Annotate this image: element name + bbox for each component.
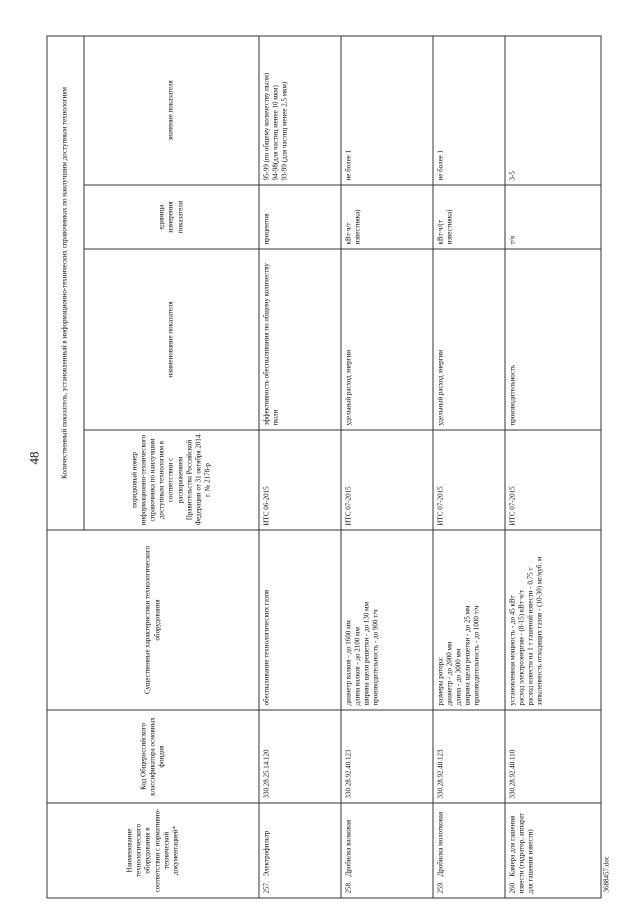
table-row xyxy=(259,36,341,898)
value-line: 3-5 xyxy=(508,171,517,181)
cell-indicator: эффективность обеспыливания по общему количеству пыли xyxy=(259,249,341,430)
cell-unit: процентов xyxy=(259,185,341,249)
page-number: 48 xyxy=(26,451,42,465)
cell-code: 330.28.92.40.123 xyxy=(341,710,433,803)
value-line: 93-99 (для частиц менее 2,5 мкм) xyxy=(280,81,289,181)
cell-indicator: удельный расход энергии xyxy=(341,249,433,430)
equipment-table xyxy=(47,36,602,899)
cell-value xyxy=(259,36,341,185)
cell-indicator: производительность xyxy=(505,249,601,430)
doc-id: 3688457.doc xyxy=(602,856,611,893)
cell-unit: т/ч xyxy=(505,185,601,249)
cell-name xyxy=(341,803,433,898)
characteristic-line: ширина щели решетки - до 130 мм xyxy=(362,601,371,706)
characteristic-line: диаметр - до 2000 мм xyxy=(445,641,454,706)
cell-ref: ИТС 06-2015 xyxy=(259,430,341,530)
header-unit: единица измерения показателя xyxy=(84,185,259,249)
header-value: значение показателя xyxy=(84,36,259,185)
equipment-name: Дробилка валковая xyxy=(344,819,353,877)
table-body xyxy=(259,36,601,898)
rotated-page xyxy=(1,0,640,905)
row-number: 257. xyxy=(262,881,271,894)
characteristic-line: расход электроэнергии - (8-15) кВт·ч/т xyxy=(517,590,526,706)
cell-ref: ИТС 07-2015 xyxy=(433,430,505,530)
characteristic-line: запыленность отходящих газов - (10-30) мг/куб. м xyxy=(535,556,544,706)
cell-ref: ИТС 07-2015 xyxy=(341,430,433,530)
equipment-name: Электрофильтр xyxy=(262,830,271,877)
cell-indicator: удельный расход энергии xyxy=(433,249,505,430)
cell-characteristics xyxy=(259,530,341,710)
cell-ref: ИТС 07-2015 xyxy=(505,430,601,530)
table-row xyxy=(433,36,505,898)
characteristic-line: диаметр валков - до 1600 мм xyxy=(344,620,353,706)
header-indicator-name: наименование показателя xyxy=(84,249,259,430)
characteristic-line: расход извести на 1 т гашеной извести - 0,75 т xyxy=(526,567,535,706)
cell-value xyxy=(505,36,601,185)
value-line: не более 1 xyxy=(436,149,445,181)
equipment-name: Камера для гашения извести (гидратор, аппарат для гашения извести) xyxy=(508,813,535,894)
characteristic-line: ширина щели решетки - до 25 мм xyxy=(463,605,472,706)
table-row xyxy=(341,36,433,898)
cell-unit: кВт·ч/(т известняка) xyxy=(433,185,505,249)
header-code: Код Общероссийского классификатора основных фондов xyxy=(47,710,259,803)
characteristic-line: обеспыливание технологических газов xyxy=(262,589,271,706)
value-line: 95-99 (по общему количеству пыли) xyxy=(262,72,271,181)
equipment-name: Дробилка молотковая xyxy=(436,811,445,877)
value-line: 94-98(для частиц менее 10 мкм) xyxy=(271,85,280,181)
characteristic-line: установленная мощность - до 45 кВт xyxy=(508,595,517,706)
characteristic-line: длина - до 3000 мм xyxy=(454,648,463,706)
table-row xyxy=(505,36,601,898)
value-line: не более 1 xyxy=(344,149,353,181)
cell-characteristics xyxy=(341,530,433,710)
characteristic-line: производительность - до 900 т/ч xyxy=(371,609,380,706)
cell-name xyxy=(505,803,601,898)
header-characteristics: Существенные характеристики технологического оборудования xyxy=(47,530,259,710)
cell-value xyxy=(341,36,433,185)
cell-name xyxy=(433,803,505,898)
cell-characteristics xyxy=(433,530,505,710)
cell-value xyxy=(433,36,505,185)
cell-code: 330.28.25.14.120 xyxy=(259,710,341,803)
header-name: Наименование технологического оборудования в соответствии с нормативно-технической документацией* xyxy=(47,803,259,898)
cell-name xyxy=(259,803,341,898)
row-number: 258. xyxy=(344,881,353,894)
row-number: 259. xyxy=(436,881,445,894)
row-number: 260. xyxy=(508,881,517,894)
header-ref-number: порядковый номер информационно-технического справочника по наилучшим доступным технологиям в соответствии с распоряжением Правительства Российской Федерации от 31 октября 2014 г. № 2178-р xyxy=(84,430,259,530)
cell-code: 330.28.92.40.123 xyxy=(433,710,505,803)
header-row-1 xyxy=(47,36,84,898)
cell-characteristics xyxy=(505,530,601,710)
cell-code: 330.28.92.40.110 xyxy=(505,710,601,803)
characteristic-line: длина валков - до 2100 мм xyxy=(353,627,362,706)
characteristic-line: производительность - до 1000 т/ч xyxy=(472,605,481,706)
characteristic-line: размеры ротора: xyxy=(436,656,445,706)
cell-unit: кВт·ч/т известняка) xyxy=(341,185,433,249)
header-quant-group: Количественный показатель, установленный в информационно-технических справочниках по наилучшим доступным технологиям xyxy=(47,36,84,530)
